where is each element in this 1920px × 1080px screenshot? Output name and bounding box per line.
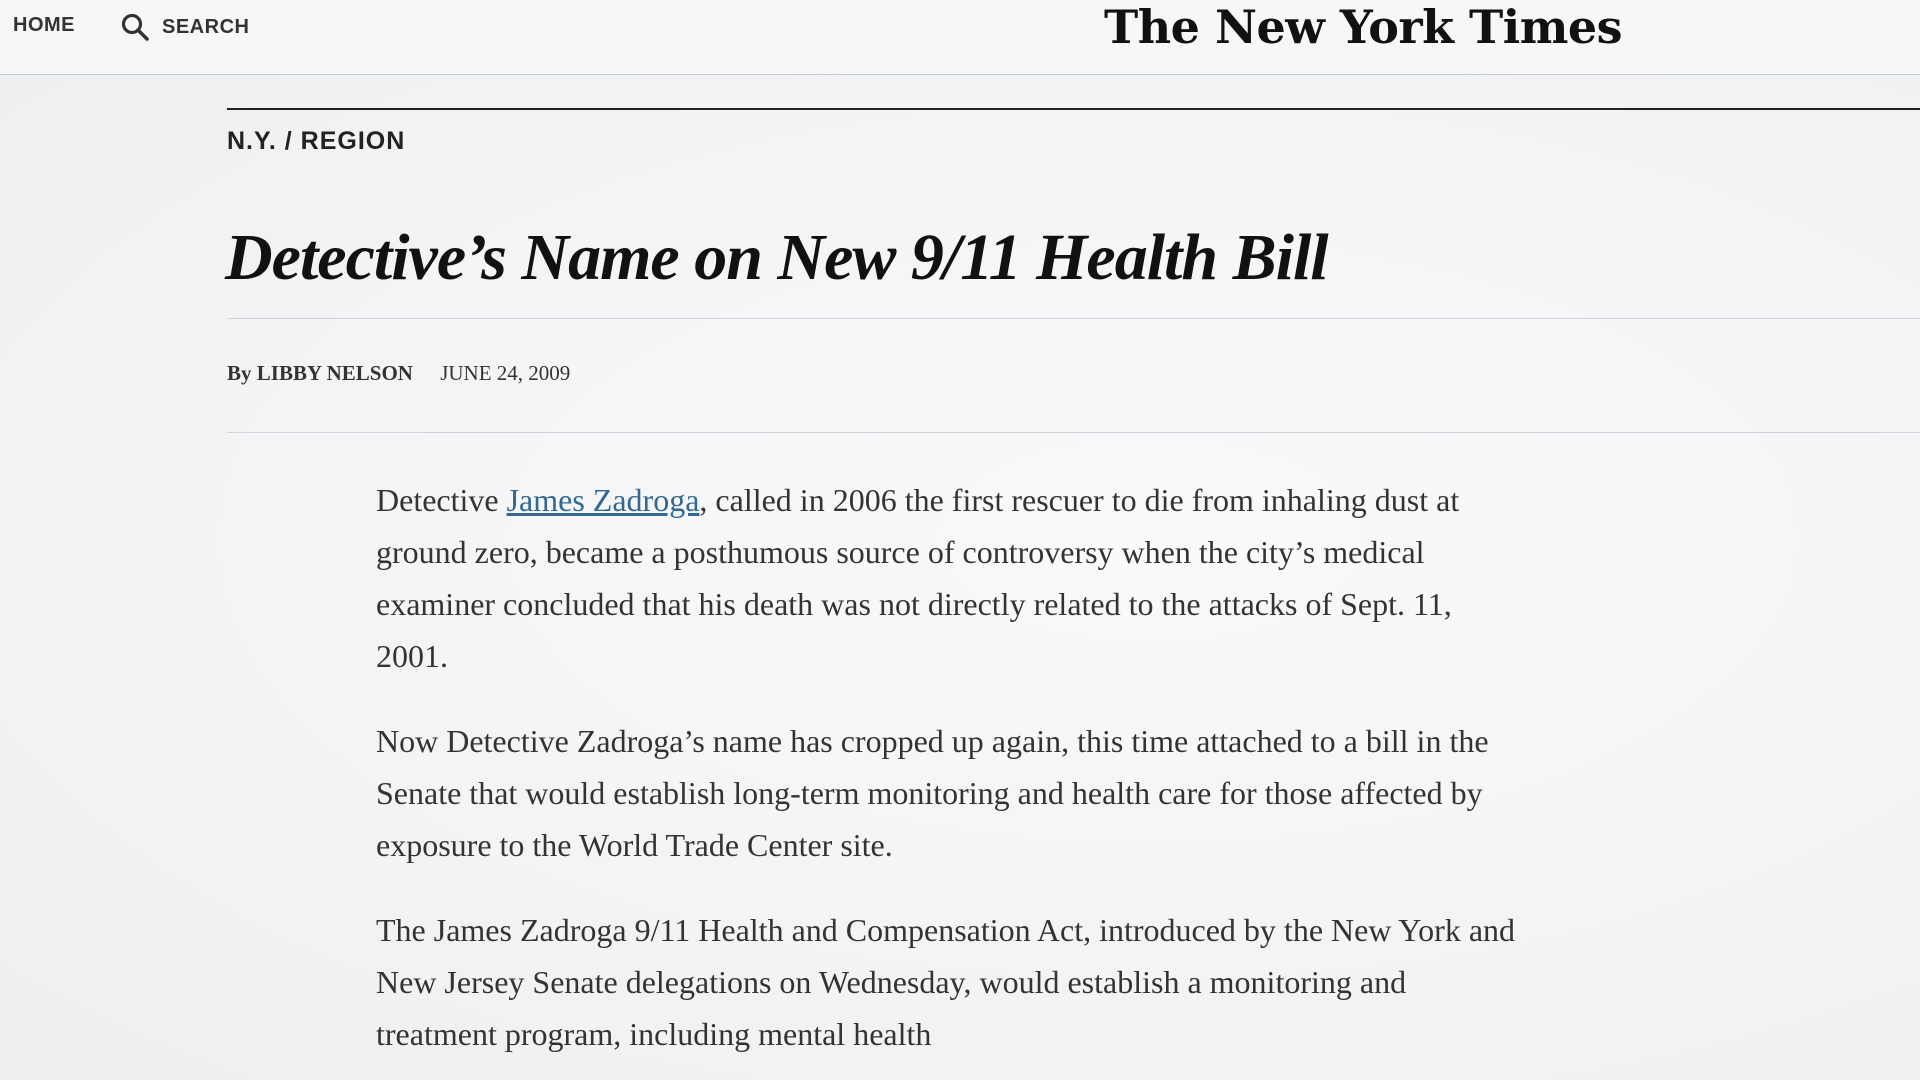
top-navigation-bar bbox=[0, 0, 1920, 75]
headline-divider bbox=[227, 318, 1920, 319]
paragraph-1-start: Detective bbox=[376, 482, 507, 518]
article-paragraph-2: Now Detective Zadroga’s name has cropped up again, this time attached to a bill in the Senate that would establish long-term monitoring and health care for those affected by exposure to the World Trade Center site. bbox=[376, 723, 1489, 863]
home-link[interactable]: HOME bbox=[13, 14, 75, 36]
article-body bbox=[376, 474, 1516, 1080]
author-name[interactable]: LIBBY NELSON bbox=[256, 361, 413, 385]
section-divider bbox=[227, 108, 1920, 110]
byline-prefix: By bbox=[227, 361, 252, 385]
search-icon bbox=[120, 12, 150, 42]
search-button[interactable] bbox=[120, 12, 249, 42]
article-headline: Detective’s Name on New 9/11 Health Bill bbox=[225, 221, 1328, 294]
search-label: SEARCH bbox=[162, 15, 250, 38]
section-link[interactable]: N.Y. / REGION bbox=[227, 127, 406, 155]
nyt-logo[interactable]: The New York Times bbox=[1104, 0, 1623, 54]
article-paragraph-3: The James Zadroga 9/11 Health and Compensation Act, introduced by the New York and New Jersey Senate delegations on Wednesday, would establish a monitoring and treatment program, including mental health bbox=[376, 912, 1516, 1052]
article-paragraph-1 bbox=[376, 474, 1516, 682]
publish-date: JUNE 24, 2009 bbox=[440, 361, 571, 385]
james-zadroga-link[interactable]: James Zadroga bbox=[506, 482, 700, 518]
byline-divider bbox=[227, 432, 1920, 433]
paragraph-1-rest: , called in 2006 the first rescuer to die from inhaling dust at ground zero, became a posthumous source of controversy when the city’s medical examiner concluded that his death was not directly related to the attacks of Sept. 11, 2001. bbox=[376, 482, 1460, 674]
article-byline bbox=[227, 361, 570, 386]
